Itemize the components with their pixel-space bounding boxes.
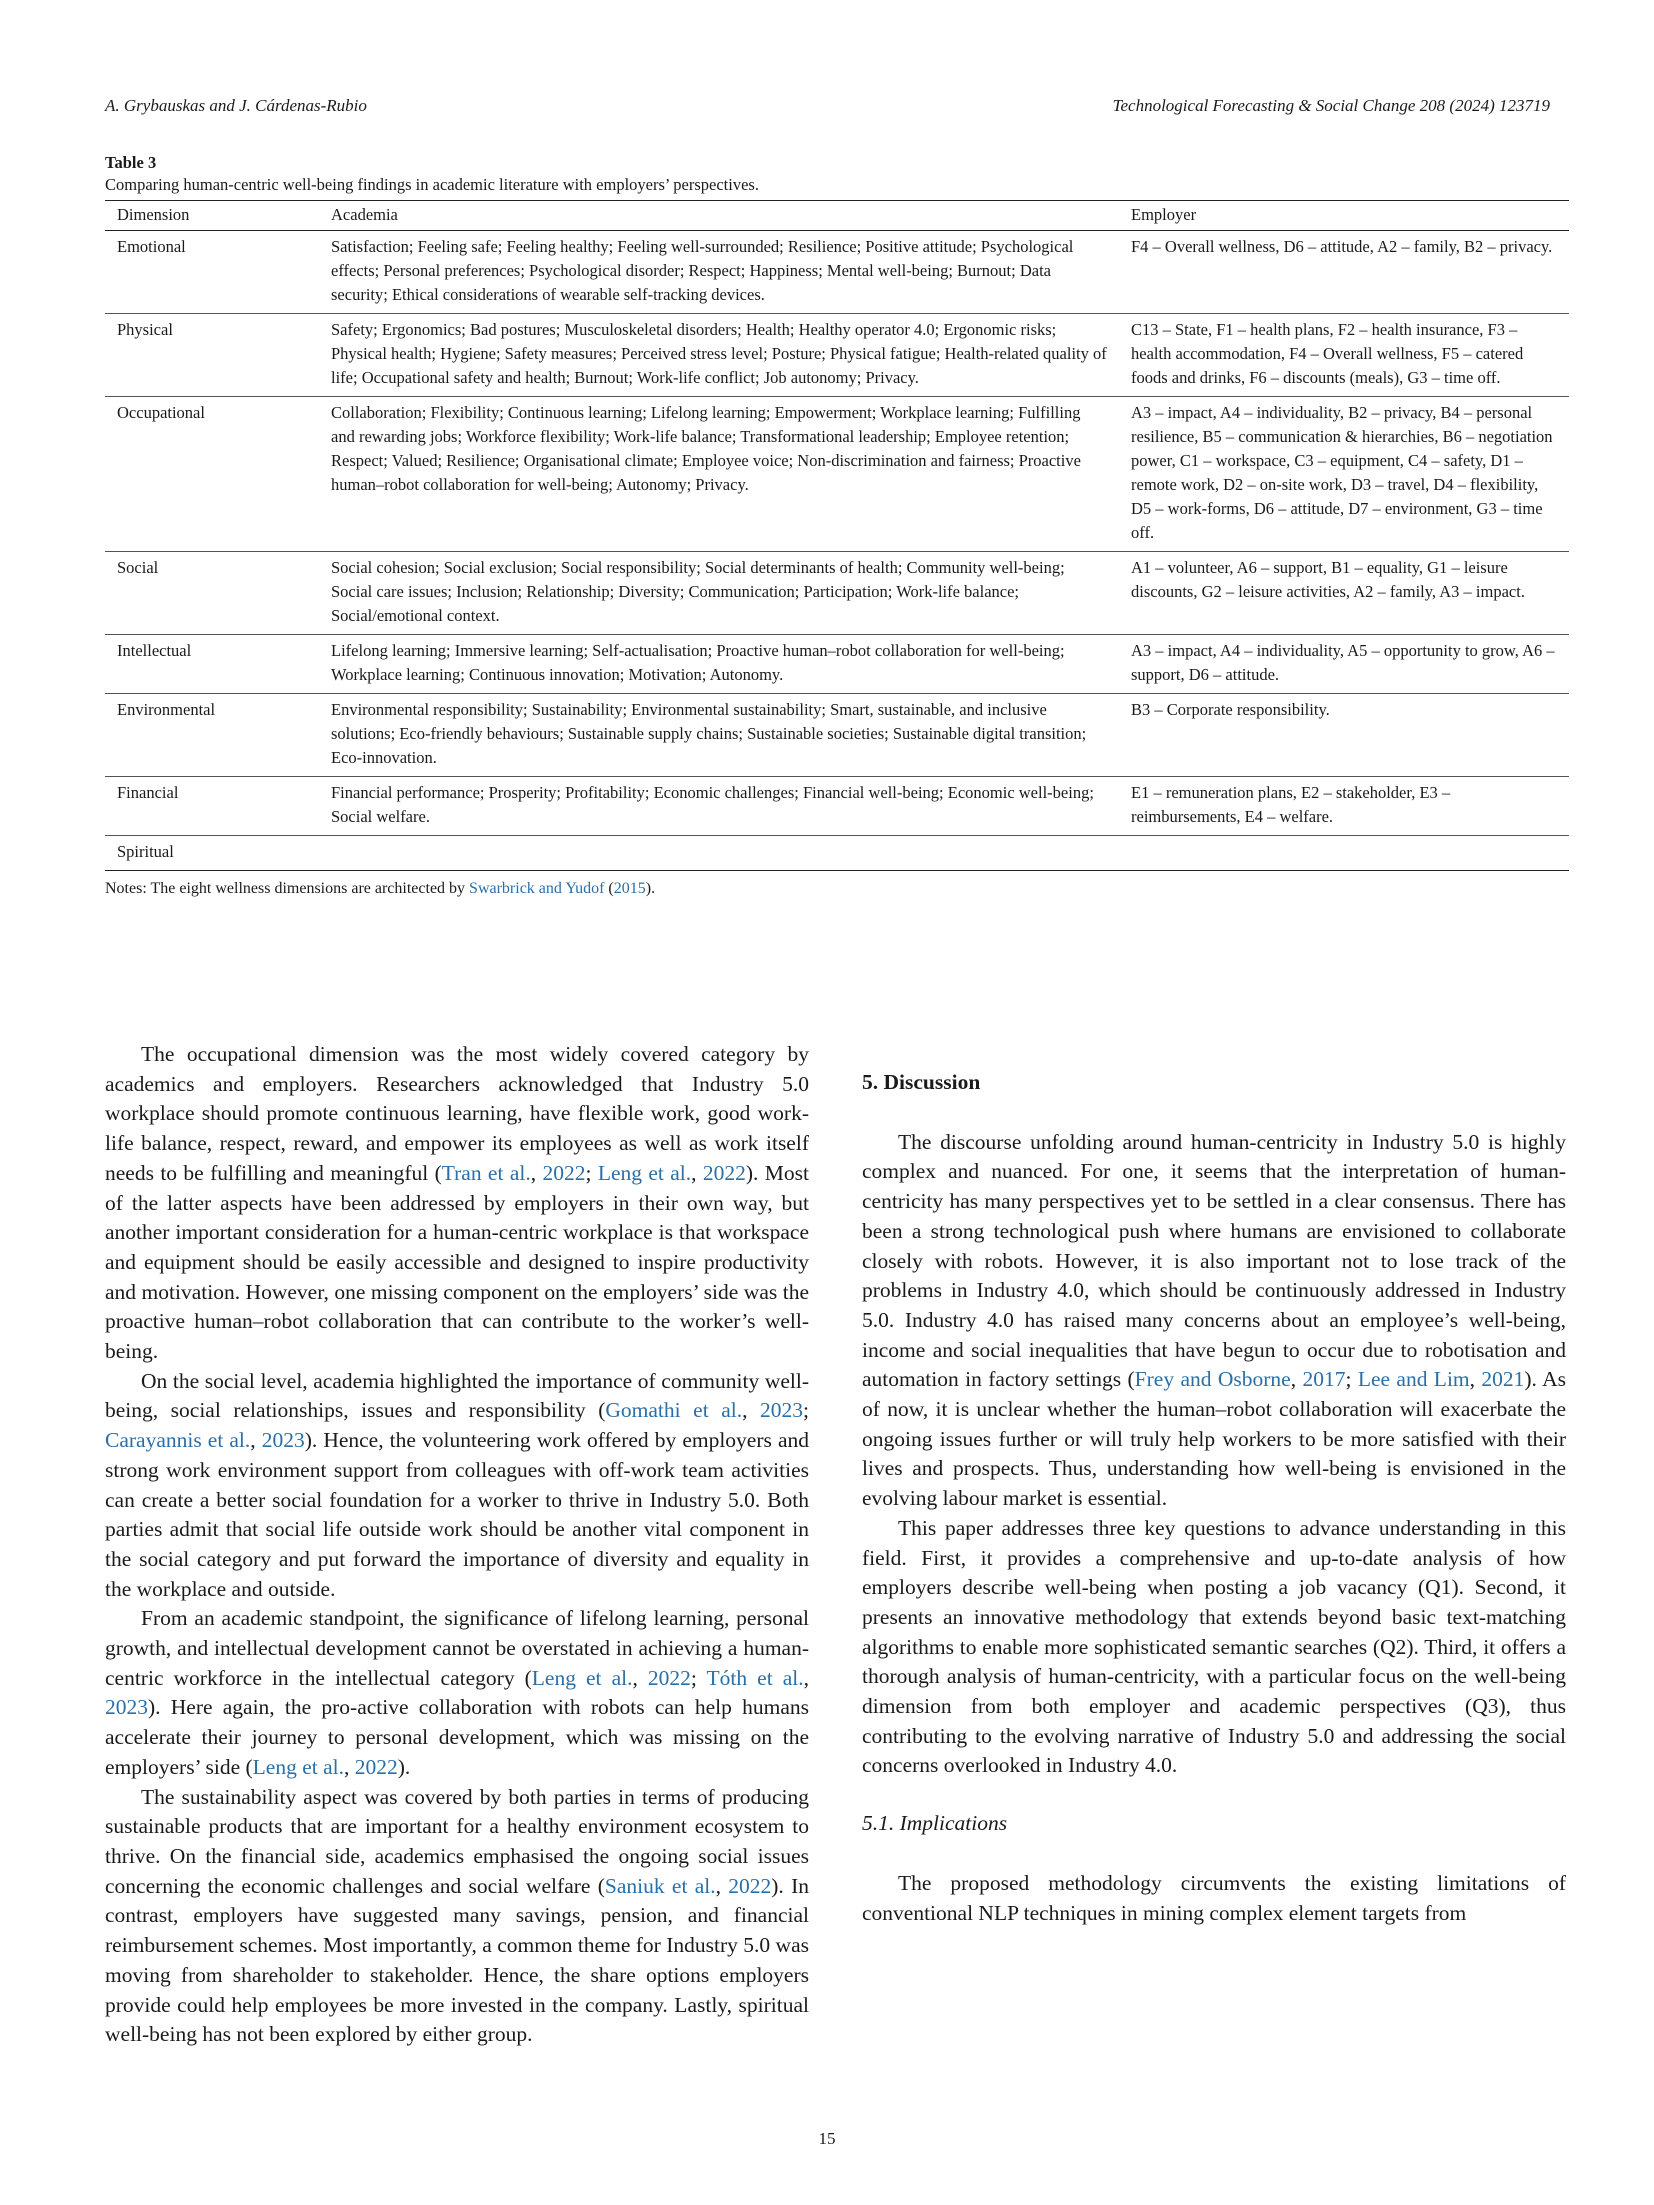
cell-dimension: Intellectual xyxy=(105,635,319,694)
citation-link[interactable]: Saniuk et al. xyxy=(604,1873,716,1898)
cell-academia: Social cohesion; Social exclusion; Social responsibility; Social determinants of health; Community well-being; Social care issues; Inclusion; Relationship; Diversity; Communication; Participation; Work-life balance; Social/emotional context. xyxy=(319,552,1119,635)
notes-prefix: Notes: The eight wellness dimensions are architected by xyxy=(105,880,470,897)
cell-employer: A1 – volunteer, A6 – support, B1 – equality, G1 – leisure discounts, G2 – leisure activities, A2 – family, A3 – impact. xyxy=(1119,552,1569,635)
cell-academia xyxy=(319,836,1119,871)
citation-link[interactable]: Leng et al. xyxy=(597,1160,692,1185)
paragraph-text: ). xyxy=(397,1754,411,1779)
paragraph-social xyxy=(105,1367,809,1605)
cell-academia: Satisfaction; Feeling safe; Feeling healthy; Feeling well-surrounded; Resilience; Positive attitude; Psychological effects; Personal preferences; Psychological disorder; Respect; Happiness; Mental well-being; Burnout; Data security; Ethical considerations of wearable self-tracking devices. xyxy=(319,231,1119,314)
table-notes xyxy=(105,880,1569,898)
citation-link[interactable]: 2022 xyxy=(702,1160,746,1185)
cell-dimension: Environmental xyxy=(105,694,319,777)
paragraph-text: , xyxy=(530,1160,543,1185)
table-row xyxy=(105,231,1569,314)
cell-employer: A3 – impact, A4 – individuality, A5 – opportunity to grow, A6 – support, D6 – attitude. xyxy=(1119,635,1569,694)
table-title: Table 3 xyxy=(105,153,157,172)
cell-employer: C13 – State, F1 – health plans, F2 – health insurance, F3 – health accommodation, F4 – Overall wellness, F5 – catered foods and drinks, F6 – discounts (meals), G3 – time off. xyxy=(1119,314,1569,397)
citation-link[interactable]: Leng et al. xyxy=(531,1665,633,1690)
citation-link[interactable]: 2021 xyxy=(1481,1367,1525,1392)
citation-link[interactable]: 2023 xyxy=(760,1398,804,1423)
section-heading-discussion: 5. Discussion xyxy=(862,1070,981,1094)
paragraph-text: , xyxy=(715,1873,729,1898)
page-number: 15 xyxy=(818,2129,836,2148)
paragraph-sustainability xyxy=(105,1783,809,2050)
citation-link[interactable]: 2023 xyxy=(105,1695,148,1720)
cell-academia: Lifelong learning; Immersive learning; Self-actualisation; Proactive human–robot collaboration for well-being; Workplace learning; Continuous innovation; Motivation; Autonomy. xyxy=(319,635,1119,694)
paragraph-text: , xyxy=(742,1398,761,1423)
citation-link[interactable]: Frey and Osborne xyxy=(1134,1367,1291,1392)
paragraph-text: ; xyxy=(1345,1367,1358,1392)
paragraph-methodology: The proposed methodology circumvents the existing limitations of conventional NLP techniques in mining complex element targets from xyxy=(862,1870,1566,1925)
citation-link[interactable]: Carayannis et al. xyxy=(105,1428,251,1453)
paragraph-text: , xyxy=(691,1160,703,1185)
paragraph-text: , xyxy=(632,1665,648,1690)
table-row xyxy=(105,694,1569,777)
paragraph-text: , xyxy=(344,1754,355,1779)
cell-employer: A3 – impact, A4 – individuality, B2 – privacy, B4 – personal resilience, B5 – communication & hierarchies, B6 – negotiation power, C1 – workspace, C3 – equipment, C4 – safety, D1 – remote work, D2 – on-site work, D3 – travel, D4 – flexibility, D5 – work-forms, D6 – attitude, D7 – environment, G3 – time off. xyxy=(1119,397,1569,552)
table-row xyxy=(105,635,1569,694)
subsection-heading-implications: 5.1. Implications xyxy=(862,1811,1008,1836)
paragraph-text: , xyxy=(1290,1367,1303,1392)
table-row xyxy=(105,314,1569,397)
header-dimension: Dimension xyxy=(105,201,319,231)
citation-year-link[interactable]: 2015 xyxy=(613,880,646,897)
paragraph-text: From an academic standpoint, the significance of lifelong learning, personal growth, and intellectual development cannot be overstated in achieving a human-centric workforce in the intellectual category ( xyxy=(105,1606,809,1690)
paragraph-text: ). As of now, it is unclear whether the human–robot collaboration will exacerbate the ongoing issues further or will truly help workers to be more satisfied with their lives and prospects. Thus, understanding how well-being is envisioned in the evolving labour market is essential. xyxy=(862,1367,1567,1511)
paragraph-text: ; xyxy=(690,1665,707,1690)
table-caption: Comparing human-centric well-being findings in academic literature with employers’ perspectives. xyxy=(105,175,759,194)
paragraph-text: On the social level, academia highlighted the importance of community well-being, social relationships, issues and responsibility ( xyxy=(105,1368,809,1423)
paragraph-text: The occupational dimension was the most widely covered category by academics and employers. Researchers acknowledged that Industry 5.0 workplace should promote continuous learning, have flexible work, good work-life balance, respect, reward, and empower its employees as well as work itself needs to be fulfilling and meaningful ( xyxy=(105,1042,809,1185)
citation-link[interactable]: Swarbrick and Yudof xyxy=(469,880,605,897)
table-row xyxy=(105,777,1569,836)
table-row xyxy=(105,552,1569,635)
cell-academia: Financial performance; Prosperity; Profitability; Economic challenges; Financial well-being; Economic well-being; Social welfare. xyxy=(319,777,1119,836)
cell-dimension: Spiritual xyxy=(105,836,319,871)
paragraph-text: , xyxy=(803,1665,810,1690)
cell-dimension: Physical xyxy=(105,314,319,397)
cell-dimension: Emotional xyxy=(105,231,319,314)
paragraph-text: The discourse unfolding around human-centricity in Industry 5.0 is highly complex and nuanced. For one, it seems that the interpretation of human-centricity has many perspectives yet to be settled in a clear consensus. There has been a strong technological push where humans are envisioned to collaborate closely with robots. However, it is also important not to lose track of the problems in Industry 4.0, which should be continuously addressed in Industry 5.0. Industry 4.0 has raised many concerns about an employee’s well-being, income and social inequalities that have begun to occur due to robotisation and automation in factory settings ( xyxy=(862,1129,1566,1392)
citation-link[interactable]: Lee and Lim xyxy=(1357,1367,1470,1392)
citation-link[interactable]: Tran et al. xyxy=(441,1160,531,1185)
table-3-block xyxy=(105,152,1569,898)
cell-academia: Safety; Ergonomics; Bad postures; Musculoskeletal disorders; Health; Healthy operator 4.0; Ergonomic risks; Physical health; Hygiene; Safety measures; Perceived stress level; Posture; Physical fatigue; Health-related quality of life; Occupational safety and health; Burnout; Work-life conflict; Job autonomy; Privacy. xyxy=(319,314,1119,397)
citation-link[interactable]: 2022 xyxy=(354,1754,398,1779)
notes-suffix: ). xyxy=(645,880,656,897)
left-column xyxy=(105,1040,809,2050)
paragraph-text: ). In contrast, employers have suggested many savings, pension, and financial reimbursement schemes. Most importantly, a common theme for Industry 5.0 was moving from shareholder to stakeholder. Hence, the share options employers provide could help employees be more invested in the company. Lastly, spiritual well-being has not been explored by either group. xyxy=(105,1873,809,2047)
paragraph-text: ). Most of the latter aspects have been addressed by employers in their own way, but another important consideration for a human-centric workplace is that workspace and equipment should be easily accessible and designed to inspire productivity and motivation. However, one missing component on the employers’ side was the proactive human–robot collaboration that can contribute to the worker’s well-being. xyxy=(105,1160,809,1364)
citation-link[interactable]: Leng et al. xyxy=(252,1754,345,1779)
header-academia: Academia xyxy=(319,201,1119,231)
paragraph-text: ; xyxy=(585,1160,598,1185)
table-header-row xyxy=(105,201,1569,231)
paragraph-text: The sustainability aspect was covered by both parties in terms of producing sustainable products that are important for a healthy environment ecosystem to thrive. On the financial side, academics emphasised the ongoing social issues concerning the economic challenges and social welfare ( xyxy=(105,1784,809,1898)
paragraph-text: ; xyxy=(803,1398,809,1423)
paragraph-text: , xyxy=(1469,1367,1482,1392)
paragraph-occupational xyxy=(105,1040,809,1367)
citation-link[interactable]: 2022 xyxy=(647,1665,691,1690)
cell-dimension: Social xyxy=(105,552,319,635)
table-row xyxy=(105,397,1569,552)
paragraph-key-questions: This paper addresses three key questions to advance understanding in this field. First, it provides a comprehensive and up-to-date analysis of how employers describe well-being when posting a job vacancy (Q1). Second, it presents an innovative methodology that extends beyond basic text-matching algorithms to enable more sophisticated semantic searches (Q2). Third, it offers a thorough analysis of human-centricity, with a particular focus on the well-being dimension from both employer and academic perspectives (Q3), thus contributing to the evolving narrative of Industry 5.0 and addressing the social concerns overlooked in Industry 4.0. xyxy=(862,1515,1566,1778)
notes-mid: ( xyxy=(604,880,614,897)
citation-link[interactable]: Tóth et al. xyxy=(706,1665,804,1690)
citation-link[interactable]: 2022 xyxy=(542,1160,586,1185)
cell-employer xyxy=(1119,836,1569,871)
cell-academia: Environmental responsibility; Sustainability; Environmental sustainability; Smart, sustainable, and inclusive solutions; Eco-friendly behaviours; Sustainable supply chains; Sustainable societies; Sustainable digital transition; Eco-innovation. xyxy=(319,694,1119,777)
cell-employer: B3 – Corporate responsibility. xyxy=(1119,694,1569,777)
citation-link[interactable]: 2022 xyxy=(728,1873,772,1898)
paragraph-discourse xyxy=(862,1128,1566,1514)
running-header-journal: Technological Forecasting & Social Change 208 (2024) 123719 xyxy=(1112,96,1550,115)
citation-link[interactable]: 2017 xyxy=(1302,1367,1346,1392)
right-column xyxy=(862,1040,1566,1928)
cell-dimension: Financial xyxy=(105,777,319,836)
cell-dimension: Occupational xyxy=(105,397,319,552)
wellbeing-comparison-table xyxy=(105,200,1569,871)
cell-employer: F4 – Overall wellness, D6 – attitude, A2 – family, B2 – privacy. xyxy=(1119,231,1569,314)
paragraph-text: , xyxy=(250,1428,262,1453)
running-header-authors: A. Grybauskas and J. Cárdenas-Rubio xyxy=(105,96,367,115)
citation-link[interactable]: Gomathi et al. xyxy=(605,1398,743,1423)
cell-academia: Collaboration; Flexibility; Continuous learning; Lifelong learning; Empowerment; Workplace learning; Fulfilling and rewarding jobs; Workforce flexibility; Work-life balance; Transformational leadership; Employee retention; Respect; Valued; Resilience; Organisational climate; Employee voice; Non-discrimination and fairness; Proactive human–robot collaboration for well-being; Autonomy; Privacy. xyxy=(319,397,1119,552)
citation-link[interactable]: 2023 xyxy=(261,1428,305,1453)
table-row xyxy=(105,836,1569,871)
paragraph-intellectual xyxy=(105,1604,809,1782)
cell-employer: E1 – remuneration plans, E2 – stakeholder, E3 – reimbursements, E4 – welfare. xyxy=(1119,777,1569,836)
header-employer: Employer xyxy=(1119,201,1569,231)
paragraph-text: ). Hence, the volunteering work offered by employers and strong work environment support from colleagues with off-work team activities can create a better social foundation for a worker to thrive in Industry 5.0. Both parties admit that social life outside work should be another vital component in the social category and put forward the importance of diversity and equality in the workplace and outside. xyxy=(105,1428,809,1601)
paragraph-text: ). Here again, the pro-active collaboration with robots can help humans accelerate their journey to personal development, which was missing on the employers’ side ( xyxy=(105,1695,809,1779)
